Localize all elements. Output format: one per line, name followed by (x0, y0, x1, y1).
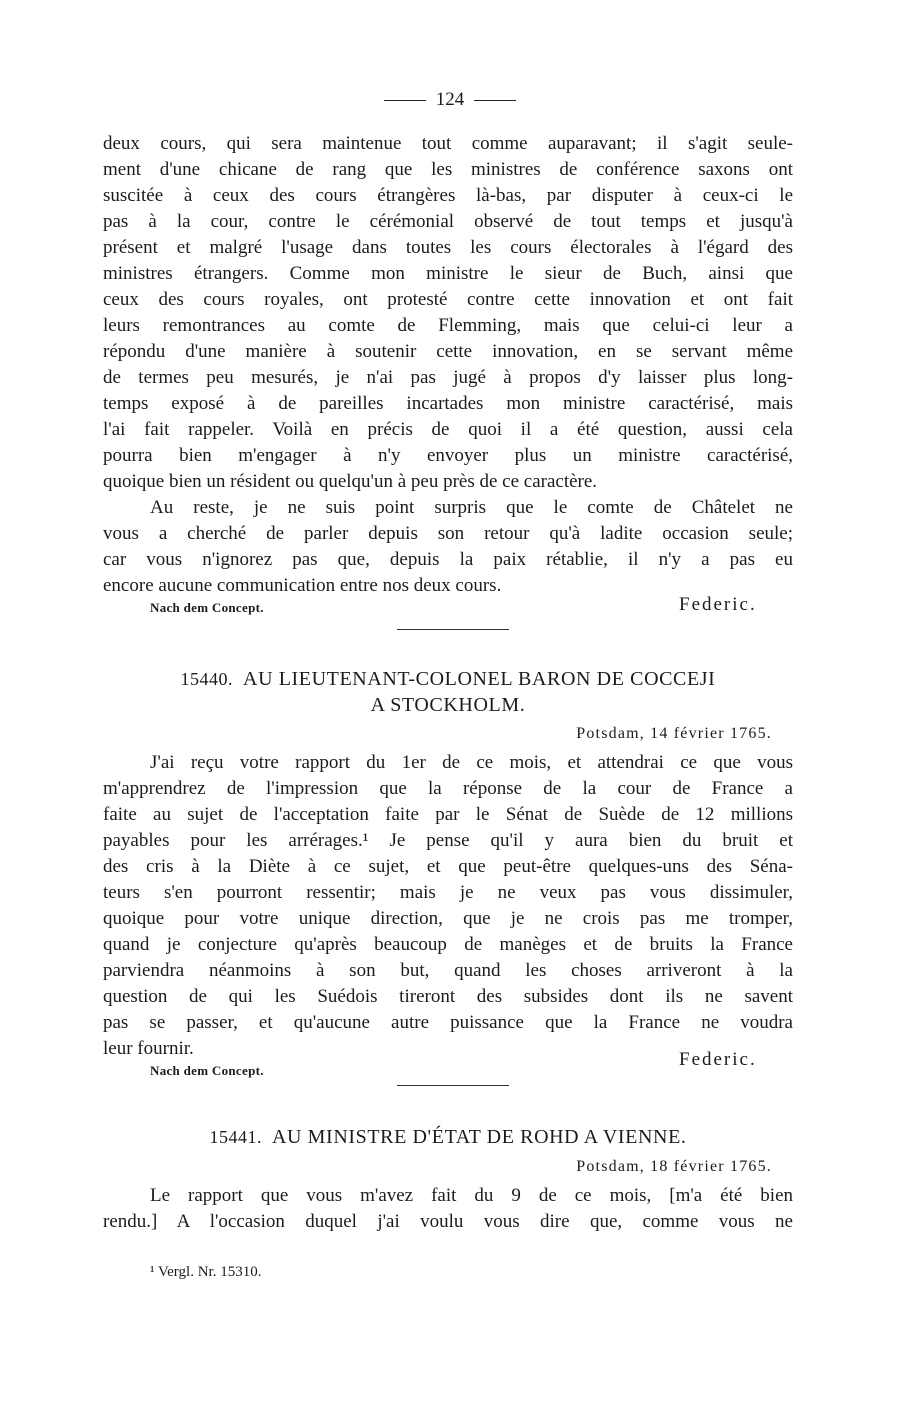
letter-addressee: AU LIEUTENANT-COLONEL BARON DE COCCEJI (243, 668, 716, 690)
source-note: Nach dem Concept. (150, 600, 264, 615)
text-line: J'ai reçu votre rapport du 1er de ce mois, et attendrai ce que vous (150, 752, 793, 773)
text-line: teurs s'en pourront ressentir; mais je ne veux pas vous dissimuler, (103, 882, 793, 903)
text-line: leurs remontrances au comte de Flemming, mais que celui-ci leur a (103, 315, 793, 336)
text-line: répondu d'une manière à soutenir cette innovation, en se servant même (103, 341, 793, 362)
text-line: des cris à la Diète à ce sujet, et que peut-être quelques-uns des Séna- (103, 856, 793, 877)
text-line: car vous n'ignorez pas que, depuis la paix rétablie, il n'y a pas eu (103, 549, 793, 570)
dash-right (474, 100, 516, 101)
text-line: payables pour les arrérages.¹ Je pense qu'il y aura bien du bruit et (103, 830, 793, 851)
text-line: deux cours, qui sera maintenue tout comme auparavant; il s'agit seule- (103, 133, 793, 154)
text-line: leur fournir. (103, 1038, 194, 1059)
footnote: ¹ Vergl. Nr. 15310. (150, 1264, 262, 1280)
letter-date: Potsdam, 18 février 1765. (576, 1158, 772, 1175)
text-line: pas se passer, et qu'aucune autre puissance que la France ne voudra (103, 1012, 793, 1033)
text-line: suscitée à ceux des cours étrangères là-bas, par disputer à ceux-ci le (103, 185, 793, 206)
text-line: Au reste, je ne suis point surpris que le comte de Châtelet ne (150, 497, 793, 518)
text-line: quoique bien un résident ou quelqu'un à peu près de ce caractère. (103, 471, 598, 492)
letter-number: 15441. (209, 1127, 262, 1147)
section-separator (397, 1085, 509, 1086)
text-line: quoique pour votre unique direction, que je ne crois pas me tromper, (103, 908, 793, 929)
text-line: pas à la cour, contre le cérémonial observé de tout temps et jusqu'à (103, 211, 793, 232)
letter-heading (103, 1124, 793, 1150)
letter-heading-place: A STOCKHOLM. (370, 694, 526, 716)
text-line: rendu.] A l'occasion duquel j'ai voulu vous dire que, comme vous ne (103, 1211, 793, 1232)
text-line: m'apprendrez de l'impression que la réponse de la cour de France a (103, 778, 793, 799)
text-line: pourra bien m'engager à n'y envoyer plus un ministre caractérisé, (103, 445, 793, 466)
page-number (0, 87, 900, 113)
section-separator (397, 629, 509, 630)
letter-addressee: AU MINISTRE D'ÉTAT DE ROHD A VIENNE. (271, 1126, 687, 1148)
text-line: quand je conjecture qu'après beaucoup de manèges et de bruits la France (103, 934, 793, 955)
text-line: parviendra néanmoins à son but, quand les choses arriveront à la (103, 960, 793, 981)
text-line: présent et malgré l'usage dans toutes les cours électorales à l'égard des (103, 237, 793, 258)
text-line: faite au sujet de l'acceptation faite par le Sénat de Suède de 12 millions (103, 804, 793, 825)
dash-left (384, 100, 426, 101)
signature: Federic. (679, 1049, 757, 1070)
text-line: encore aucune communication entre nos deux cours. (103, 575, 502, 596)
text-line: vous a cherché de parler depuis son retour qu'à ladite occasion seule; (103, 523, 793, 544)
source-note: Nach dem Concept. (150, 1063, 264, 1078)
text-line: ministres étrangers. Comme mon ministre le sieur de Buch, ainsi que (103, 263, 793, 284)
text-line: ment d'une chicane de rang que les ministres de conférence saxons ont (103, 159, 793, 180)
letter-date: Potsdam, 14 février 1765. (576, 725, 772, 742)
page-number-text: 124 (435, 89, 465, 110)
text-line: question de qui les Suédois tireront des subsides dont ils ne savent (103, 986, 793, 1007)
text-line: ceux des cours royales, ont protesté contre cette innovation et ont fait (103, 289, 793, 310)
letter-number: 15440. (180, 669, 234, 689)
letter-heading (103, 666, 793, 692)
text-line: temps exposé à de pareilles incartades mon ministre caractérisé, mais (103, 393, 793, 414)
text-line: de termes peu mesurés, je n'ai pas jugé à propos d'y laisser plus long- (103, 367, 793, 388)
signature: Federic. (679, 594, 757, 615)
text-line: l'ai fait rappeler. Voilà en précis de quoi il a été question, aussi cela (103, 419, 793, 440)
text-line: Le rapport que vous m'avez fait du 9 de ce mois, [m'a été bien (150, 1185, 793, 1206)
